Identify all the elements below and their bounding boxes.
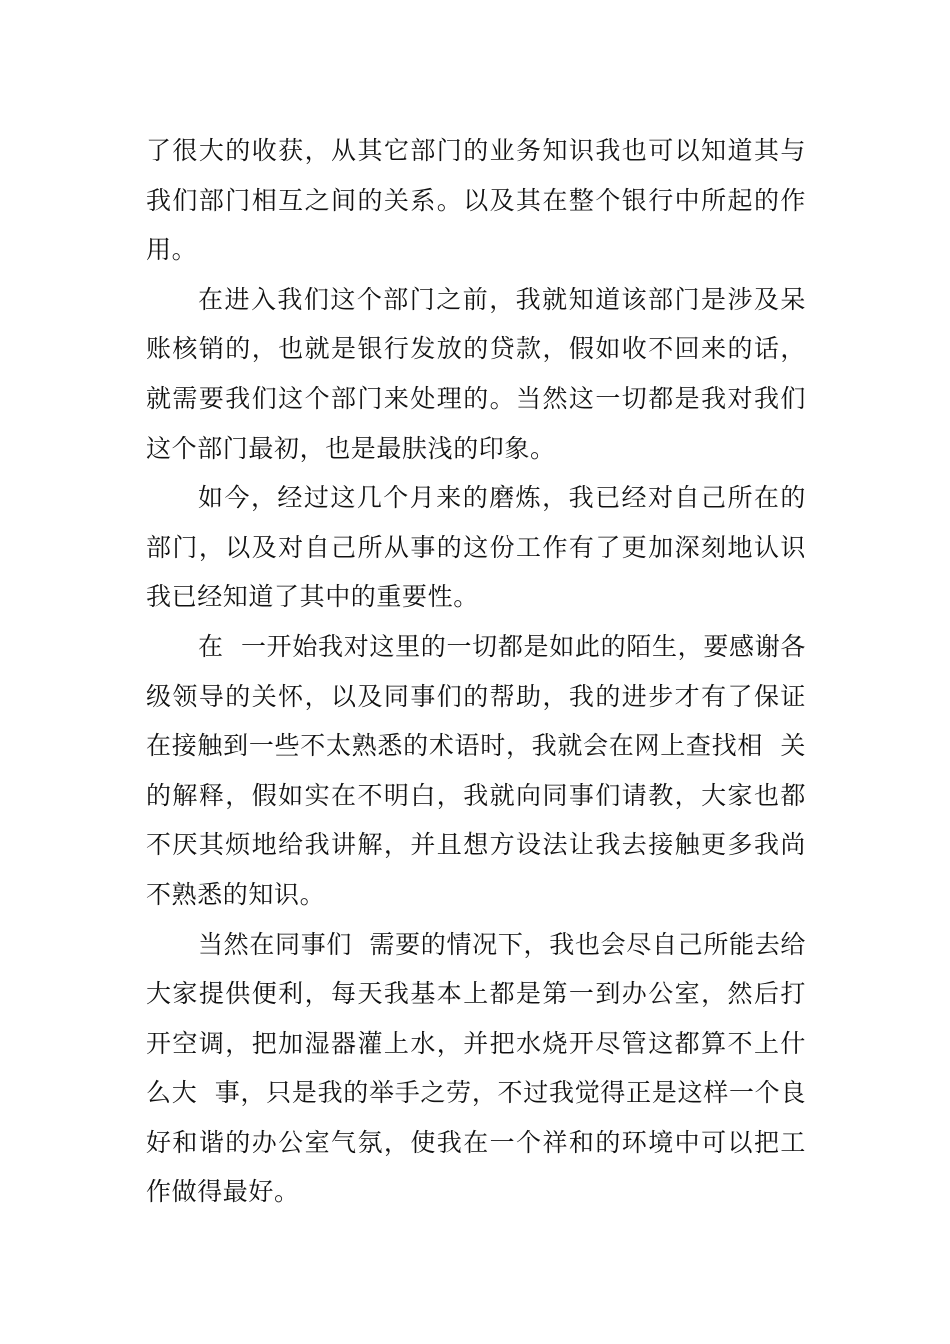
text-line: 部门，以及对自己所从事的这份工作有了更加深刻地认识: [146, 532, 806, 562]
text-line: 大家提供便利，每天我基本上都是第一到办公室，然后打: [146, 979, 806, 1009]
paragraph-3: [146, 473, 806, 622]
paragraph-1: [146, 126, 806, 275]
text-line: 就需要我们这个部门来处理的。当然这一切都是我对我们: [146, 383, 806, 413]
text-line: 如今，经过这几个月来的磨炼，我已经对自己所在的: [198, 483, 806, 513]
text-line: 级领导的关怀，以及同事们的帮助，我的进步才有了保证: [146, 681, 806, 711]
text-line: 了很大的收获，从其它部门的业务知识我也可以知道其与: [146, 136, 806, 165]
paragraph-5: [146, 920, 806, 1218]
text-line: 在接触到一些不太熟悉的术语时，我就会在网上查找相 关: [146, 731, 806, 761]
paragraph-4: [146, 622, 806, 920]
text-line: 开空调，把加湿器灌上水，并把水烧开尽管这都算不上什: [146, 1028, 806, 1058]
text-line: 好和谐的办公室气氛，使我在一个祥和的环境中可以把工: [146, 1127, 806, 1157]
text-line: 的解释，假如实在不明白，我就向同事们请教，大家也都: [146, 780, 806, 810]
text-line: 当然在同事们 需要的情况下，我也会尽自己所能去给: [198, 929, 806, 959]
text-line: 作做得最好。: [146, 1177, 300, 1207]
text-line: 不厌其烦地给我讲解，并且想方设法让我去接触更多我尚: [146, 830, 806, 860]
text-line: 么大 事，只是我的举手之劳，不过我觉得正是这样一个良: [146, 1078, 806, 1108]
text-line: 账核销的，也就是银行发放的贷款，假如收不回来的话，: [146, 334, 806, 364]
paragraph-2: [146, 275, 806, 473]
text-line: 这个部门最初，也是最肤浅的印象。: [146, 433, 556, 463]
text-line: 不熟悉的知识。: [146, 879, 326, 909]
text-line: 用。: [146, 235, 198, 265]
text-line: 在 一开始我对这里的一切都是如此的陌生，要感谢各: [198, 631, 806, 661]
text-line: 我们部门相互之间的关系。以及其在整个银行中所起的作: [146, 185, 806, 215]
text-line: 在进入我们这个部门之前，我就知道该部门是涉及呆: [198, 284, 806, 314]
document-body: [146, 126, 806, 1217]
text-line: 我已经知道了其中的重要性。: [146, 582, 479, 612]
